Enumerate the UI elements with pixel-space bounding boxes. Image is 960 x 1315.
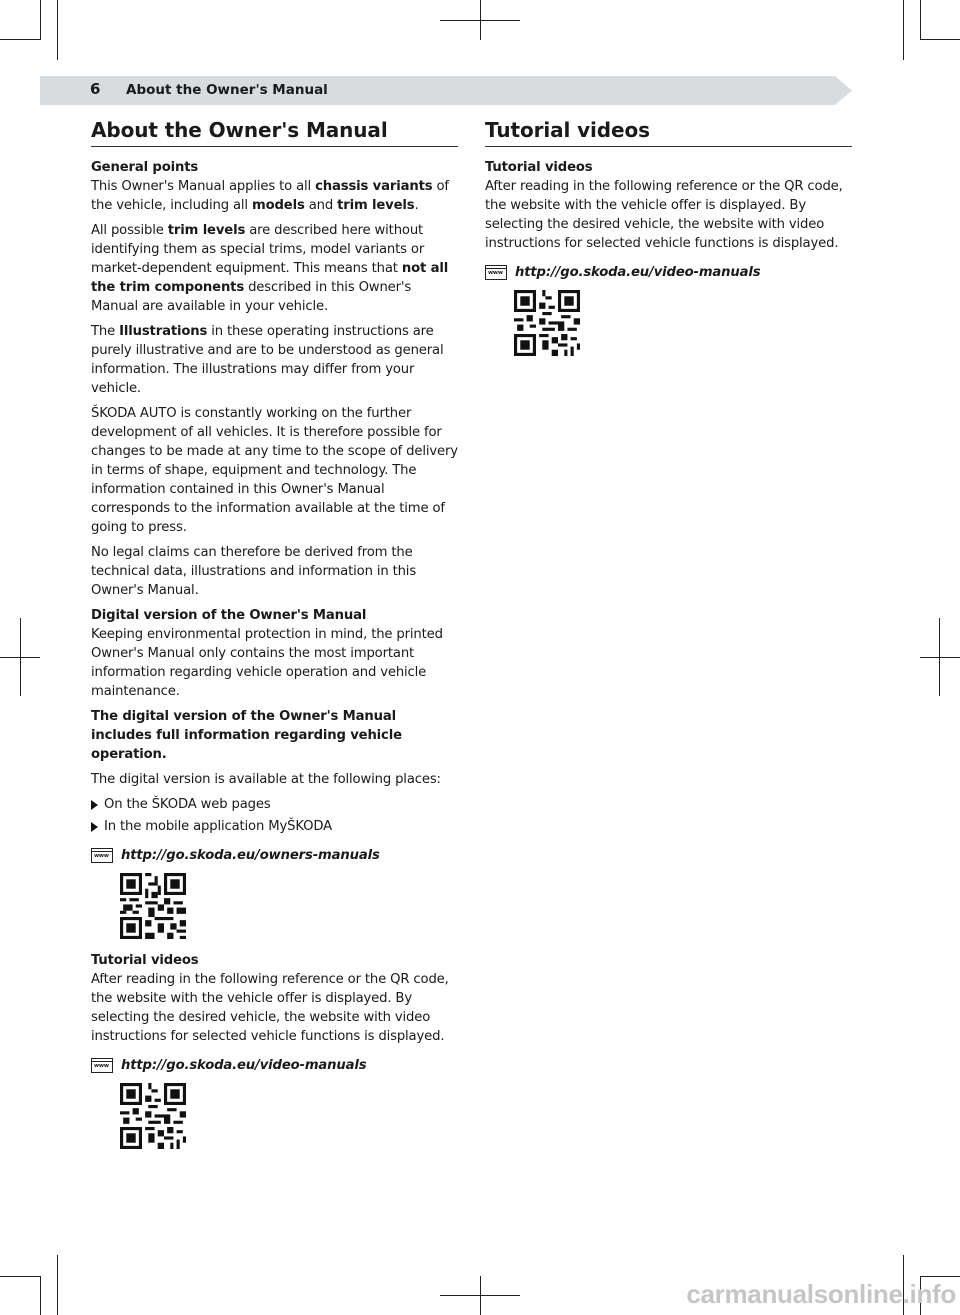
crop-mark — [920, 1276, 960, 1277]
crop-mark — [40, 0, 41, 40]
crop-mark — [0, 39, 40, 40]
qr-code — [120, 873, 186, 939]
video-manuals-link[interactable] — [485, 263, 852, 282]
url-text[interactable]: http://go.skoda.eu/owners-manuals — [121, 848, 380, 863]
crop-mark — [440, 1295, 520, 1296]
paragraph: Tutorial videos After reading in the following reference or the QR code, the website with the vehicle offer is displayed. By selecting the desired vehicle, the website with video instructions for selected vehicle functions is displayed. — [91, 951, 458, 1046]
crop-mark — [57, 0, 58, 60]
crop-mark — [57, 1255, 58, 1315]
section-heading: About the Owner's Manual — [91, 118, 458, 147]
arrow-bullet-icon — [91, 800, 98, 810]
watermark: carmanualsonline.info — [686, 1279, 956, 1309]
www-icon: www — [91, 848, 113, 863]
url-text[interactable]: http://go.skoda.eu/video-manuals — [515, 265, 761, 280]
crop-mark — [903, 0, 904, 60]
crop-mark — [920, 0, 921, 40]
www-icon: www — [485, 265, 507, 280]
video-manuals-link[interactable] — [91, 1056, 458, 1075]
left-column — [91, 118, 458, 1161]
www-icon: www — [91, 1058, 113, 1073]
crop-mark — [0, 1276, 40, 1277]
url-text[interactable]: http://go.skoda.eu/video-manuals — [121, 1058, 367, 1073]
owners-manual-link[interactable] — [91, 846, 458, 865]
crop-mark — [440, 20, 520, 21]
crop-mark — [920, 657, 960, 658]
paragraph: General points This Owner's Manual applies to all chassis variants of the vehicle, including all models and trim levels. — [91, 158, 458, 215]
paragraph: The digital version is available at the following places: — [91, 772, 441, 787]
crop-mark — [40, 1276, 41, 1315]
qr-code — [120, 1083, 186, 1149]
paragraph: Digital version of the Owner's Manual Keeping environmental protection in mind, the printed Owner's Manual only contains the most important information regarding vehicle operation and vehicle maintenance. — [91, 606, 458, 701]
page-number: 6 — [90, 80, 101, 98]
subheading-tutorial-videos: Tutorial videos — [485, 160, 593, 175]
arrow-bullet-icon — [91, 822, 98, 832]
section-heading: Tutorial videos — [485, 118, 852, 147]
running-title: About the Owner's Manual — [126, 82, 328, 98]
subheading-tutorial-videos: Tutorial videos — [91, 953, 199, 968]
paragraph: The Illustrations in these operating instructions are purely illustrative and are to be understood as general information. The illustrations may differ from your vehicle. — [91, 324, 444, 396]
paragraph: All possible trim levels are described here without identifying them as special trims, model variants or market-dependent equipment. This means that not all the trim components described in this Owner's Manual are available in your vehicle. — [91, 223, 449, 314]
paragraph: Tutorial videos After reading in the following reference or the QR code, the website with the vehicle offer is displayed. By selecting the desired vehicle, the website with video instructions for selected vehicle functions is displayed. — [485, 158, 852, 253]
paragraph: No legal claims can therefore be derived from the technical data, illustrations and information in this Owner's Manual. — [91, 545, 417, 598]
subheading-general-points: General points — [91, 160, 199, 175]
crop-mark — [920, 39, 960, 40]
right-column — [485, 118, 852, 368]
qr-code — [514, 290, 580, 356]
paragraph-bold: The digital version of the Owner's Manual includes full information regarding vehicle operation. — [91, 709, 402, 762]
list-item: In the mobile application MyŠKODA — [91, 817, 458, 836]
subheading-digital-version: Digital version of the Owner's Manual — [91, 608, 367, 623]
list-item: On the ŠKODA web pages — [91, 795, 458, 814]
paragraph: ŠKODA AUTO is constantly working on the further development of all vehicles. It is therefore possible for changes to be made at any time to the scope of delivery in terms of shape, equipment and technology. The information contained in this Owner's Manual corresponds to the information available at the time of going to press. — [91, 406, 458, 535]
crop-mark — [0, 657, 40, 658]
